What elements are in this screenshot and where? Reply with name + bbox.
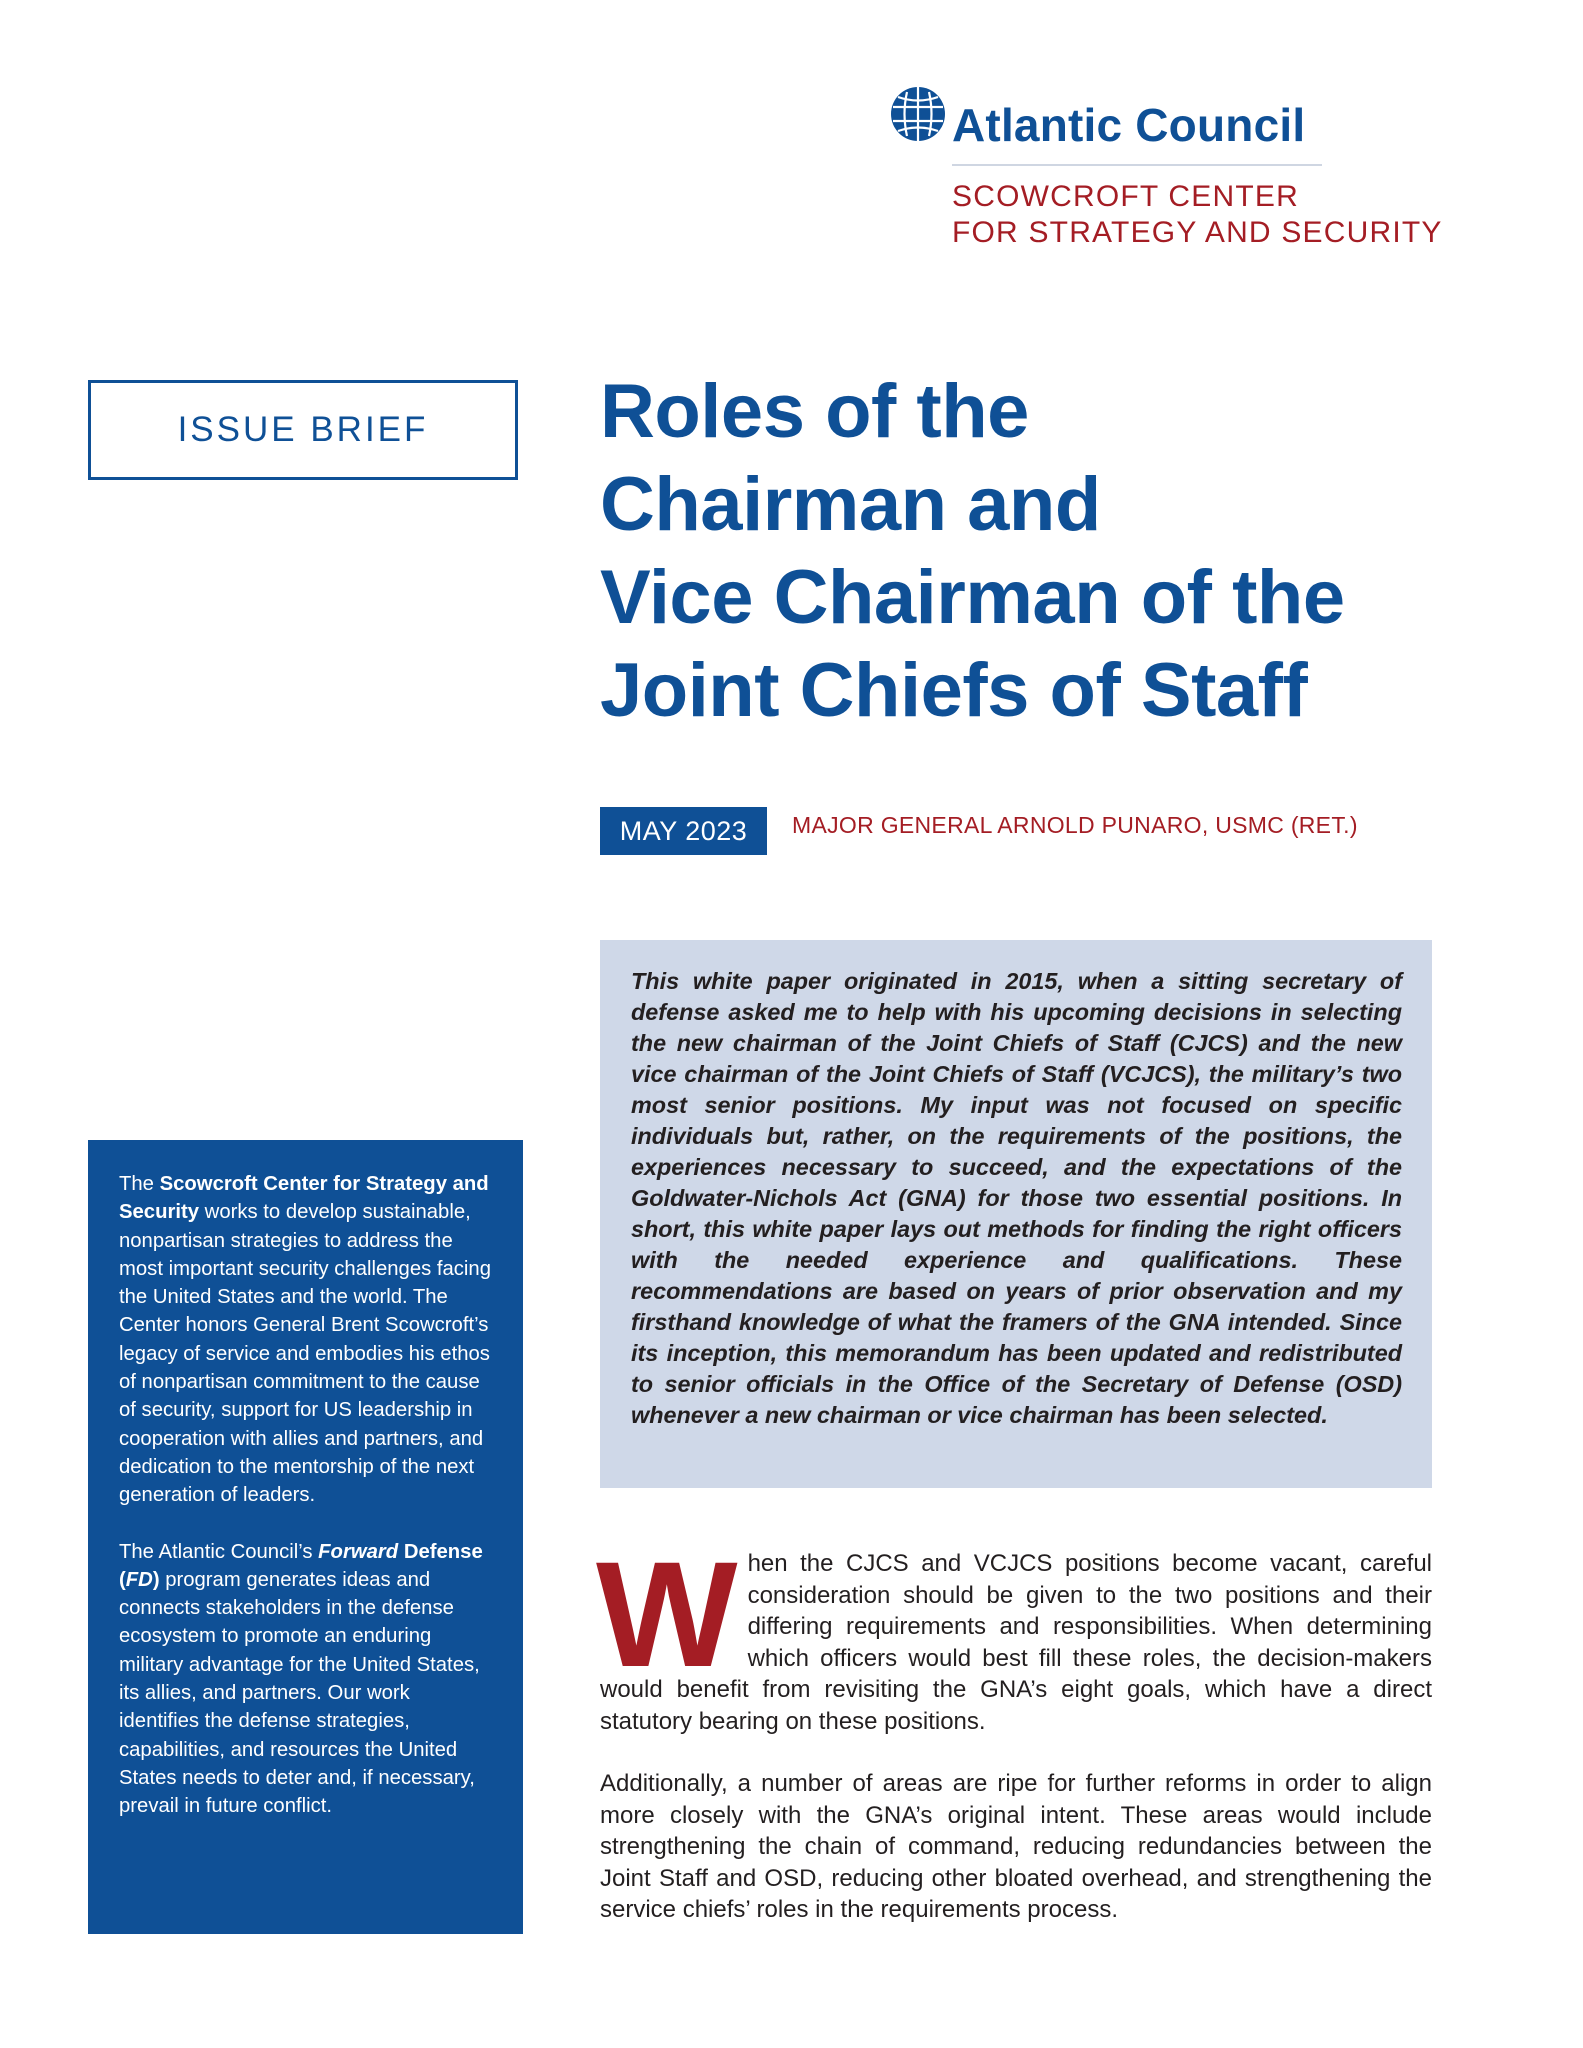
sidebar-text: The Atlantic Council’s — [119, 1540, 319, 1563]
page-title — [600, 365, 1500, 737]
sidebar-text: The — [119, 1173, 160, 1195]
globe-icon — [890, 86, 946, 142]
center-name-line2: FOR STRATEGY AND SECURITY — [952, 216, 1443, 249]
author-line: MAJOR GENERAL ARNOLD PUNARO, USMC (RET.) — [792, 812, 1358, 838]
title-line: Joint Chiefs of Staff — [600, 648, 1308, 733]
center-name-line1: SCOWCROFT CENTER — [952, 180, 1299, 213]
sidebar-paragraph-forward-defense — [119, 1538, 493, 1821]
sidebar-about-box — [88, 1140, 523, 1934]
sidebar-program-name: Defense ( — [119, 1540, 483, 1591]
body-text — [596, 1530, 1432, 1926]
sidebar-text: program generates ideas and connects stakeholders in the defense ecosystem to promote an enduring military advantage for the United States, its allies, and partners. Our work identifies the defense strategies, capabilities, and resources the United States needs to deter and, if necessary, prevail in future conflict. — [119, 1568, 480, 1818]
body-paragraph-text: hen the CJCS and VCJCS positions become vacant, careful consideration should be given to the two positions and their differing requirements and responsibilities. When determining which officers would best fill these roles, the decision-makers would benefit from revisiting the GNA’s eight goals, which have a direct statutory bearing on these positions. — [600, 1550, 1432, 1735]
atlantic-council-logo — [890, 86, 1450, 256]
issue-brief-box — [88, 380, 518, 480]
sidebar-program-abbrev: FD — [125, 1568, 153, 1591]
title-line: Chairman and — [600, 462, 1101, 547]
date-badge: MAY 2023 — [600, 807, 767, 855]
sidebar-center-name: Scowcroft Center for Strategy and Security — [119, 1173, 489, 1224]
sidebar-paragraph-scowcroft — [119, 1170, 493, 1510]
sidebar-program-name: ) — [152, 1568, 160, 1591]
body-paragraph-2: Additionally, a number of areas are ripe for further reforms in order to align more closely with the GNA’s original intent. These areas would include strengthening the chain of command, reducing redundancies between the Joint Staff and OSD, reducing other bloated overhead, and strengthening the service chiefs’ roles in the requirements process. — [600, 1770, 1432, 1923]
intro-box — [600, 940, 1432, 1488]
intro-text: This white paper originated in 2015, when a sitting secretary of defense asked me to help with his upcoming decisions in selecting the new chairman of the Joint Chiefs of Staff (CJCS) and the new vice chairman of the Joint Chiefs of Staff (VCJCS), the military’s two most senior positions. My input was not focused on specific individuals but, rather, on the requirements of the positions, the experiences necessary to succeed, and the expectations of the Goldwater-Nichols Act (GNA) for those two essential positions. In short, this white paper lays out methods for finding the right officers with the needed experience and qualifications. These recommendations are based on years of prior observation and my firsthand knowledge of what the framers of the GNA intended. Since its inception, this memorandum has been updated and redistributed to senior officials in the Office of the Secretary of Defense (OSD) whenever a new chairman or vice chairman has been selected. — [631, 968, 1402, 1428]
drop-cap: W — [596, 1530, 738, 1698]
issue-brief-label: ISSUE BRIEF — [177, 410, 429, 449]
body-paragraph-1 — [596, 1530, 1432, 1737]
title-line: Vice Chairman of the — [600, 555, 1345, 640]
sidebar-program-name: Forward — [318, 1540, 399, 1563]
title-line: Roles of the — [600, 369, 1029, 454]
sidebar-text: works to develop sustainable, nonpartisan strategies to address the most important security challenges facing the United States and the world. The Center honors General Brent Scowcroft’s legacy of service and embodies his ethos of nonpartisan commitment to the cause of security, support for US leadership in cooperation with allies and partners, and dedication to the mentorship of the next generation of leaders. — [119, 1201, 491, 1507]
org-name: Atlantic Council — [952, 99, 1306, 151]
logo-divider — [952, 164, 1322, 166]
